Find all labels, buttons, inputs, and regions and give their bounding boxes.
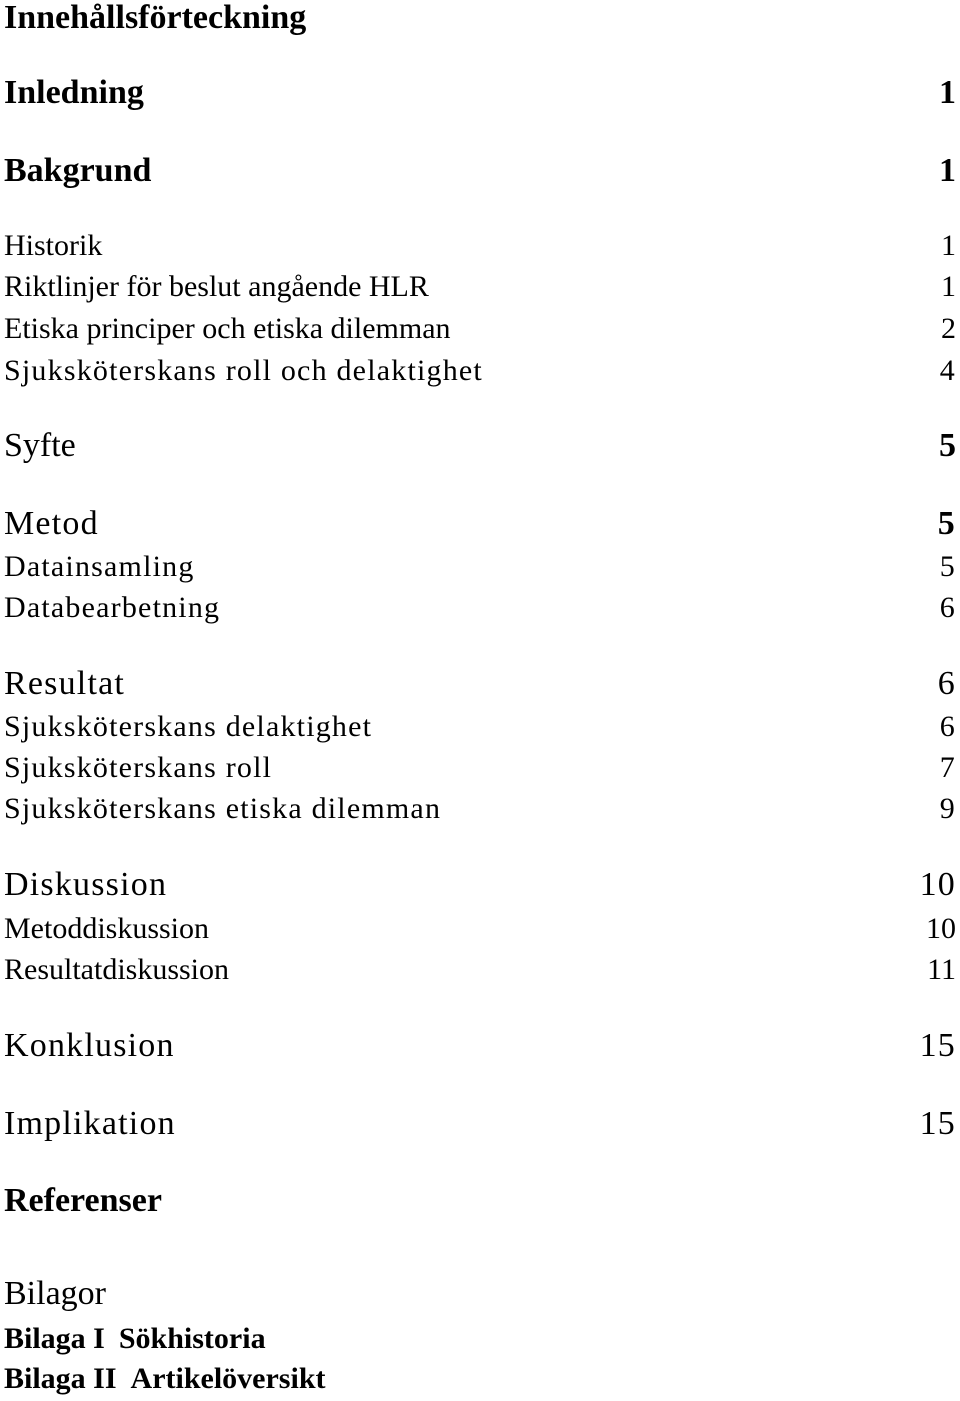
toc-entry-metod xyxy=(4,505,956,543)
appendix-code: Bilaga I xyxy=(4,1322,105,1355)
toc-entry-label: Syfte xyxy=(4,427,76,464)
toc-entry-page: 1 xyxy=(939,74,956,111)
appendix-entry-artikeloversikt xyxy=(4,1362,326,1396)
toc-entry-label: Riktlinjer för beslut angående HLR xyxy=(4,270,429,303)
toc-entry-etiska-dilemman xyxy=(4,792,956,826)
toc-entry-page: 11 xyxy=(927,953,956,986)
toc-entry-etiska-principer xyxy=(4,312,956,346)
toc-entry-datainsamling xyxy=(4,550,956,584)
toc-entry-page: 6 xyxy=(939,710,956,743)
toc-entry-page: 9 xyxy=(939,792,956,825)
toc-entry-label: Historik xyxy=(4,229,103,262)
toc-entry-resultatdiskussion xyxy=(4,953,956,987)
toc-entry-page: 5 xyxy=(939,550,956,583)
toc-entry-page: 15 xyxy=(919,1027,956,1064)
toc-entry-bakgrund xyxy=(4,152,956,190)
toc-entry-page: 6 xyxy=(937,665,956,702)
toc-entry-label: Bakgrund xyxy=(4,152,152,189)
toc-entry-inledning xyxy=(4,74,956,112)
toc-entry-page: 4 xyxy=(939,354,956,387)
toc-entry-delaktighet xyxy=(4,710,956,744)
toc-entry-label: Diskussion xyxy=(4,866,168,903)
toc-entry-label: Resultat xyxy=(4,665,126,702)
toc-entry-label: Sjuksköterskans etiska dilemman xyxy=(4,792,442,825)
toc-entry-page: 1 xyxy=(941,270,956,303)
toc-entry-metoddiskussion xyxy=(4,912,956,946)
appendix-entry-sokhistoria xyxy=(4,1322,266,1356)
toc-entry-label: Inledning xyxy=(4,74,144,111)
toc-entry-label: Referenser xyxy=(4,1182,162,1219)
toc-entry-label: Etiska principer och etiska dilemman xyxy=(4,312,451,345)
toc-entry-label: Sjuksköterskans roll och delaktighet xyxy=(4,354,483,387)
toc-entry-page: 5 xyxy=(937,505,956,542)
toc-entry-page: 7 xyxy=(939,751,956,784)
toc-entry-page: 10 xyxy=(919,866,956,903)
toc-entry-referenser xyxy=(4,1182,956,1220)
toc-entry-page: 1 xyxy=(941,229,956,262)
toc-entry-riktlinjer xyxy=(4,270,956,304)
toc-entry-label: Databearbetning xyxy=(4,591,221,624)
toc-entry-syfte xyxy=(4,427,956,465)
toc-entry-label: Datainsamling xyxy=(4,550,195,583)
toc-entry-label: Metoddiskussion xyxy=(4,912,210,945)
appendix-title: Artikelöversikt xyxy=(130,1362,326,1395)
appendix-title: Sökhistoria xyxy=(118,1322,266,1355)
toc-entry-roll xyxy=(4,751,956,785)
toc-title: Innehållsförteckning xyxy=(4,0,307,36)
toc-entry-label: Sjuksköterskans delaktighet xyxy=(4,710,373,743)
toc-entry-label: Implikation xyxy=(4,1105,176,1142)
toc-entry-label: Metod xyxy=(4,505,99,542)
toc-entry-resultat xyxy=(4,665,956,703)
toc-entry-page: 6 xyxy=(939,591,956,624)
toc-entry-roll-och-delaktighet xyxy=(4,354,956,388)
toc-entry-konklusion xyxy=(4,1027,956,1065)
toc-entry-label: Sjuksköterskans roll xyxy=(4,751,273,784)
toc-entry-page: 2 xyxy=(941,312,956,345)
toc-entry-diskussion xyxy=(4,866,956,904)
toc-entry-page: 5 xyxy=(939,427,956,464)
toc-entry-implikation xyxy=(4,1105,956,1143)
appendix-code: Bilaga II xyxy=(4,1362,117,1395)
toc-entry-page: 1 xyxy=(939,152,956,189)
toc-entry-historik xyxy=(4,229,956,263)
toc-entry-page: 15 xyxy=(919,1105,956,1142)
toc-entry-page: 10 xyxy=(926,912,956,945)
toc-entry-label: Bilagor xyxy=(4,1275,106,1312)
toc-entry-label: Konklusion xyxy=(4,1027,175,1064)
toc-entry-label: Resultatdiskussion xyxy=(4,953,230,986)
toc-entry-databearbetning xyxy=(4,591,956,625)
toc-entry-bilagor xyxy=(4,1275,956,1313)
